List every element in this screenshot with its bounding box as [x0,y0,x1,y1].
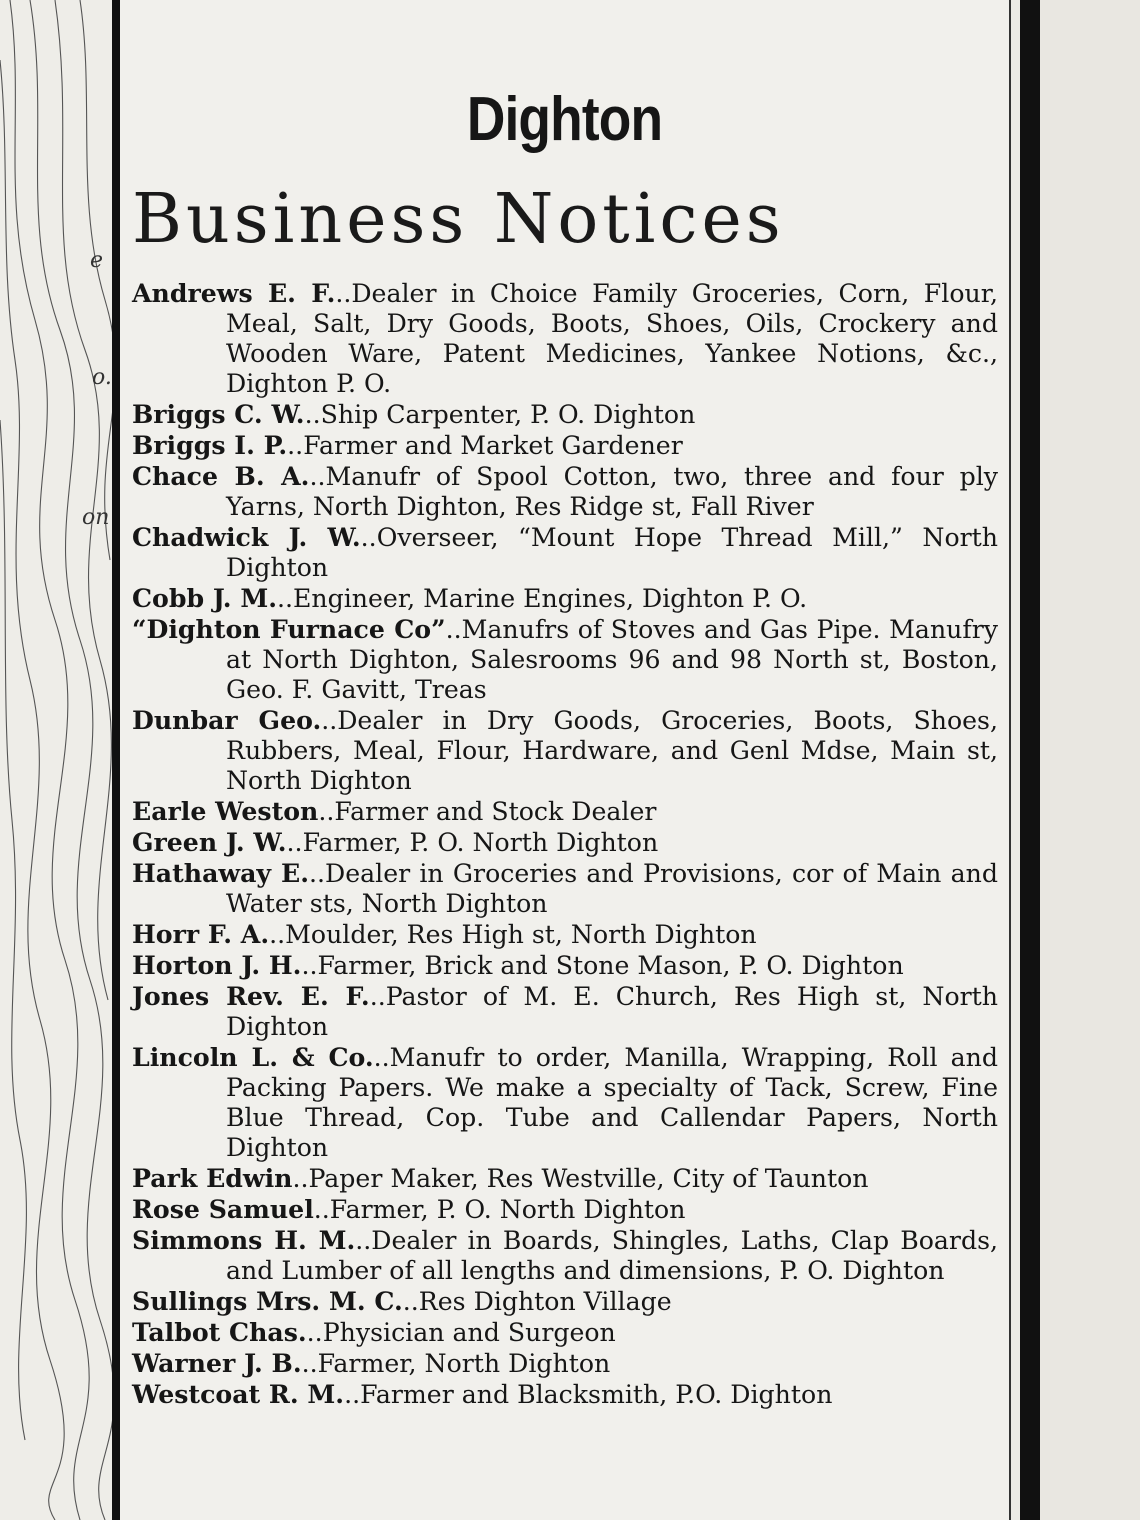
entry-name: Park Edwin [132,1163,293,1193]
entry-name: “Dighton Furnace Co” [132,614,446,644]
business-entry: Green J. W...Farmer, P. O. North Dighton [132,827,659,857]
map-text-fragment: o. [92,365,112,390]
business-entry: Horr F. A...Moulder, Res High st, North Dighton [132,919,757,949]
entry-description: Res Dighton Village [418,1287,672,1316]
entry-description: Farmer, P. O. North Dighton [329,1195,686,1224]
entry-description: Farmer, P. O. North Dighton [302,828,659,857]
entry-name: Andrews E. F. [132,278,336,308]
map-text-fragment: e [90,248,104,273]
entry-description: Paper Maker, Res Westville, City of Taunton [308,1164,869,1193]
business-entry: Chadwick J. W...Overseer, “Mount Hope Thread Mill,” North Dighton [132,522,998,582]
business-entry: Jones Rev. E. F...Pastor of M. E. Church, Res High st, North Dighton [132,981,998,1041]
business-entry: Briggs I. P...Farmer and Market Gardener [132,430,683,460]
business-entry: Hathaway E...Dealer in Groceries and Provisions, cor of Main and Water sts, North Dighton [132,858,998,918]
business-entry: Chace B. A...Manufr of Spool Cotton, two, three and four ply Yarns, North Dighton, Res Ridge st, Fall River [132,461,998,521]
entry-description: Farmer and Stock Dealer [334,797,657,826]
entry-description: Moulder, Res High st, North Dighton [285,920,757,949]
entry-name: Chace B. A. [132,461,310,491]
map-text-fragment: on [82,505,110,530]
business-entry: Lincoln L. & Co...Manufr to order, Manilla, Wrapping, Roll and Packing Papers. We make a specialty of Tack, Screw, Fine Blue Thread, Cop. Tube and Callendar Papers, North Dighton [132,1042,998,1162]
business-entry: Horton J. H...Farmer, Brick and Stone Mason, P. O. Dighton [132,950,904,980]
entry-name: Rose Samuel [132,1194,314,1224]
entry-description: Manufr to order, Manilla, Wrapping, Roll and Packing Papers. We make a specialty of Tack, Screw, Fine Blue Thread, Cop. Tube and Callendar Papers, North Dighton [226,1043,998,1162]
entry-name: Green J. W. [132,827,287,857]
panel-inner-rule [1009,0,1011,1520]
business-entry: Sullings Mrs. M. C...Res Dighton Village [132,1286,672,1316]
entry-description: Pastor of M. E. Church, Res High st, North Dighton [226,982,998,1041]
entry-description: Overseer, “Mount Hope Thread Mill,” North Dighton [226,523,998,582]
panel-border-left [112,0,120,1520]
entry-description: Farmer, North Dighton [317,1349,611,1378]
business-entry: “Dighton Furnace Co”..Manufrs of Stoves and Gas Pipe. Manufry at North Dighton, Salesrooms 96 and 98 North st, Boston, Geo. F. Gavitt, Treas [132,614,998,704]
entry-name: Horton J. H. [132,950,302,980]
business-entry: Warner J. B...Farmer, North Dighton [132,1348,611,1378]
entry-name: Simmons H. M. [132,1225,356,1255]
entry-description: Engineer, Marine Engines, Dighton P. O. [293,584,808,613]
entry-name: Hathaway E. [132,858,309,888]
entry-description: Dealer in Boards, Shingles, Laths, Clap Boards, and Lumber of all lengths and dimensions, P. O. Dighton [226,1226,999,1285]
business-entry: Briggs C. W...Ship Carpenter, P. O. Dighton [132,399,696,429]
map-margin [0,0,112,1520]
entry-name: Sullings Mrs. M. C. [132,1286,403,1316]
business-entry: Simmons H. M...Dealer in Boards, Shingles, Laths, Clap Boards, and Lumber of all lengths and dimensions, P. O. Dighton [132,1225,999,1285]
business-entry: Talbot Chas...Physician and Surgeon [132,1317,616,1347]
business-entry: Westcoat R. M...Farmer and Blacksmith, P.O. Dighton [132,1379,833,1409]
entry-name: Briggs I. P. [132,430,288,460]
page-margin [1040,0,1140,1520]
entry-name: Briggs C. W. [132,399,305,429]
entry-description: Farmer and Market Gardener [303,431,683,460]
entry-name: Westcoat R. M. [132,1379,345,1409]
entry-name: Dunbar Geo. [132,705,322,735]
business-entry: Rose Samuel..Farmer, P. O. North Dighton [132,1194,686,1224]
entry-name: Lincoln L. & Co. [132,1042,374,1072]
entry-description: Farmer and Blacksmith, P.O. Dighton [360,1380,833,1409]
entry-name: Talbot Chas. [132,1317,307,1347]
entry-description: Dealer in Choice Family Groceries, Corn, Flour, Meal, Salt, Dry Goods, Boots, Shoes, Oils, Crockery and Wooden Ware, Patent Medicines, Yankee Notions, &c., Dighton P. O. [226,279,998,398]
business-notices-panel [120,0,1009,1520]
entry-description: Dealer in Groceries and Provisions, cor of Main and Water sts, North Dighton [226,859,998,918]
entry-description: Dealer in Dry Goods, Groceries, Boots, Shoes, Rubbers, Meal, Flour, Hardware, and Genl Mdse, Main st, North Dighton [226,706,998,795]
entry-description: Ship Carpenter, P. O. Dighton [320,400,696,429]
entry-description: Farmer, Brick and Stone Mason, P. O. Dighton [317,951,904,980]
business-entry: Andrews E. F...Dealer in Choice Family Groceries, Corn, Flour, Meal, Salt, Dry Goods, Boots, Shoes, Oils, Crockery and Wooden Ware, Patent Medicines, Yankee Notions, &c., Dighton P. O. [132,278,998,398]
business-entry: Cobb J. M...Engineer, Marine Engines, Dighton P. O. [132,583,808,613]
section-title: Business Notices [132,180,785,259]
entry-name: Warner J. B. [132,1348,302,1378]
entry-name: Jones Rev. E. F. [132,981,370,1011]
entry-name: Earle Weston [132,796,319,826]
entry-name: Horr F. A. [132,919,270,949]
business-entry: Earle Weston..Farmer and Stock Dealer [132,796,657,826]
entry-description: Manufrs of Stoves and Gas Pipe. Manufry at North Dighton, Salesrooms 96 and 98 North st, Boston, Geo. F. Gavitt, Treas [226,615,998,704]
entry-name: Chadwick J. W. [132,522,361,552]
entry-name: Cobb J. M. [132,583,277,613]
business-entry: Dunbar Geo...Dealer in Dry Goods, Groceries, Boots, Shoes, Rubbers, Meal, Flour, Hardware, and Genl Mdse, Main st, North Dighton [132,705,998,795]
map-contour-lines [0,0,112,1520]
business-entry: Park Edwin..Paper Maker, Res Westville, City of Taunton [132,1163,869,1193]
business-listing [132,278,998,1410]
panel-border-right [1020,0,1040,1520]
page-title: Dighton [466,85,663,154]
entry-description: Physician and Surgeon [322,1318,616,1347]
entry-description: Manufr of Spool Cotton, two, three and four ply Yarns, North Dighton, Res Ridge st, Fall River [226,462,998,521]
